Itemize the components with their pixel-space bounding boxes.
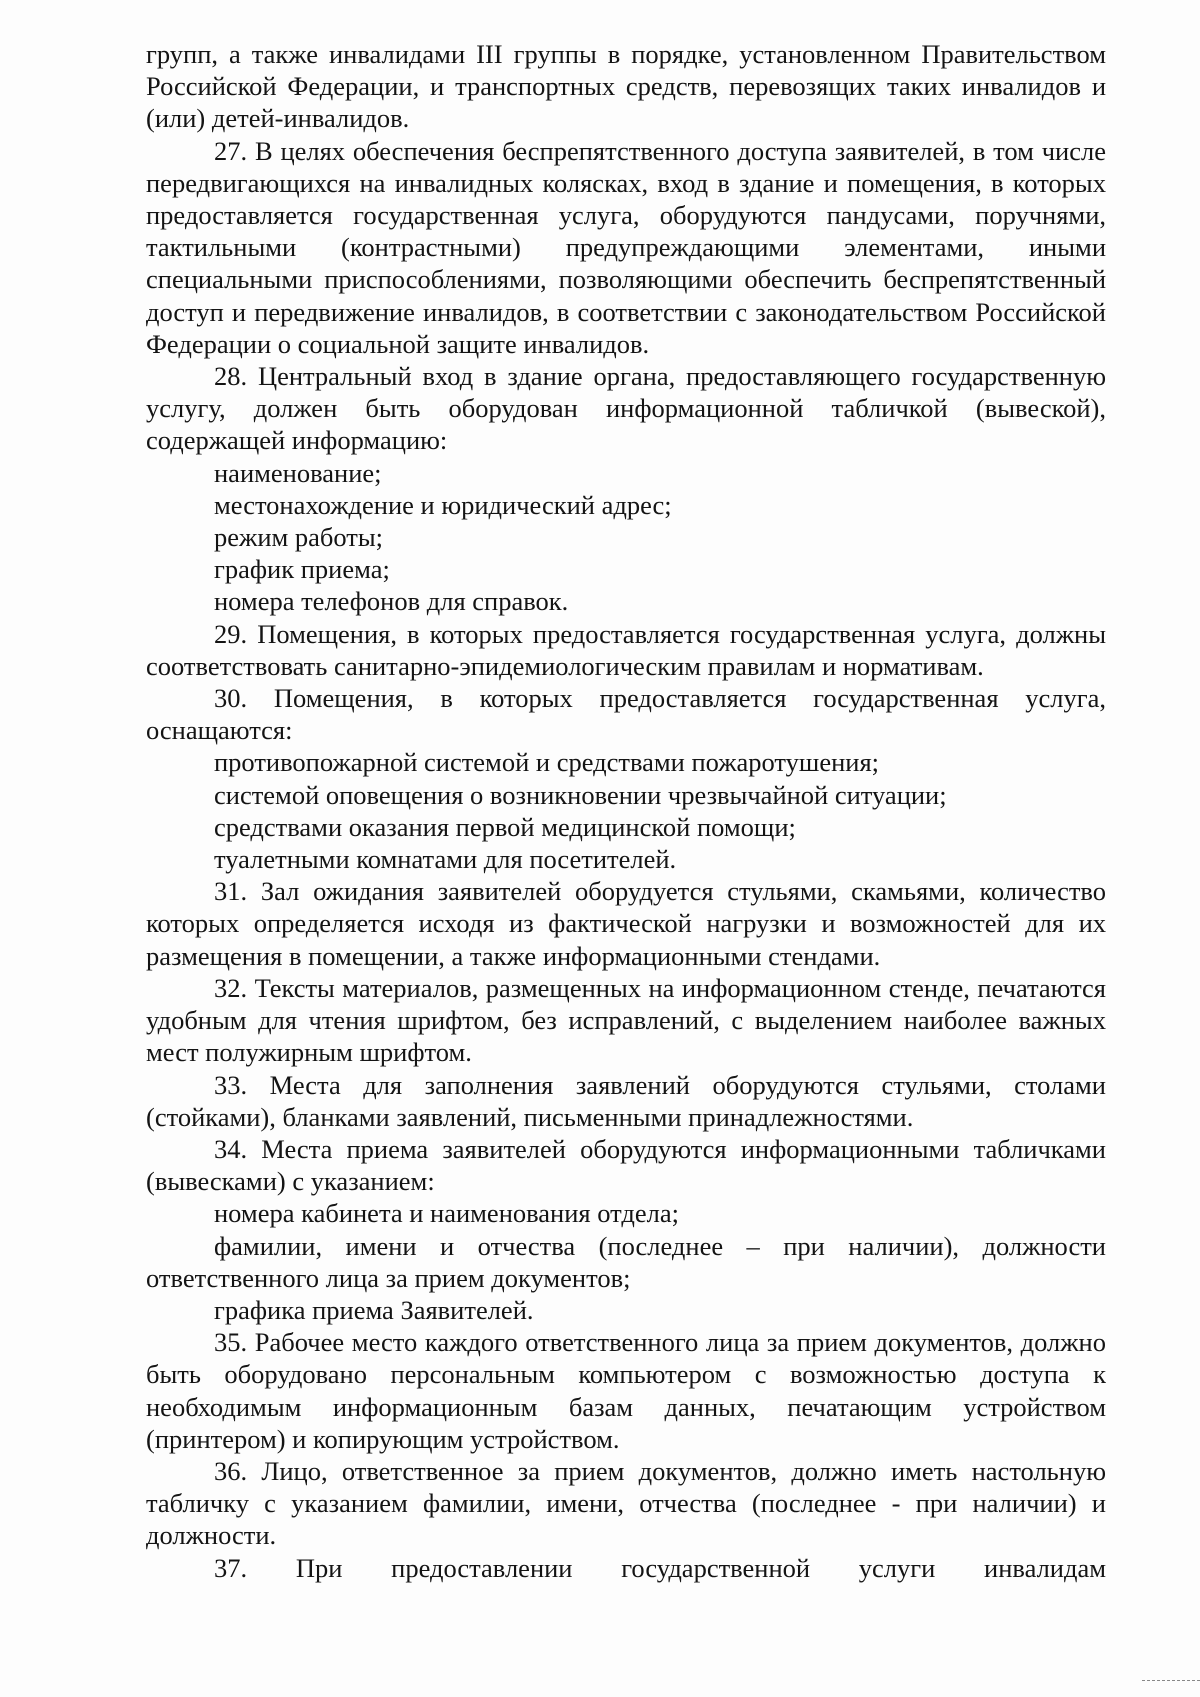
- paragraph-30: 30. Помещения, в которых предоставляется государственная услуга, оснащаются:: [146, 683, 1106, 746]
- list-item: противопожарной системой и средствами пожаротушения;: [214, 747, 879, 778]
- paragraph-27: 27. В целях обеспечения беспрепятственного доступа заявителей, в том числе передвигающихся на инвалидных колясках, вход в здание и помещения, в которых предоставляется государственная услуга, оборудуются пандусами, поручнями, тактильными (контрастными) предупреждающими элементами, иными специальными приспособлениями, позволяющими обеспечить беспрепятственный доступ и передвижение инвалидов, в соответствии с законодательством Российской Федерации о социальной защите инвалидов.: [146, 135, 1106, 359]
- document-body: [146, 38, 1106, 1584]
- list-item-wrapped: фамилии, имени и отчества (последнее – при наличии), должности ответственного лица за прием документов;: [146, 1230, 1106, 1293]
- paragraph-37: 37. При предоставлении государственной услуги инвалидам: [214, 1552, 1106, 1583]
- list-item: средствами оказания первой медицинской помощи;: [214, 811, 796, 842]
- paragraph-28: 28. Центральный вход в здание органа, предоставляющего государственную услугу, должен быть оборудован информационной табличкой (вывеской), содержащей информацию:: [146, 361, 1106, 456]
- list-item: режим работы;: [214, 522, 384, 553]
- list-item: номера телефонов для справок.: [214, 586, 569, 617]
- scan-edge-mark: [1142, 1680, 1200, 1683]
- paragraph-36: 36. Лицо, ответственное за прием документов, должно иметь настольную табличку с указанием фамилии, имени, отчества (последнее - при наличии) и должности.: [146, 1455, 1106, 1551]
- list-item: наименование;: [214, 457, 382, 488]
- paragraph-32: 32. Тексты материалов, размещенных на информационном стенде, печатаются удобным для чтения шрифтом, без исправлений, с выделением наиболее важных мест полужирным шрифтом.: [146, 972, 1106, 1068]
- list-item: номера кабинета и наименования отдела;: [214, 1198, 679, 1229]
- paragraph-29: 29. Помещения, в которых предоставляется государственная услуга, должны соответствовать санитарно-эпидемиологическим правилам и нормативам.: [146, 618, 1106, 681]
- paragraph-35: 35. Рабочее место каждого ответственного лица за прием документов, должно быть оборудовано персональным компьютером с возможностью доступа к необходимым информационным базам данных, печатающим устройством (принтером) и копирующим устройством.: [146, 1327, 1106, 1454]
- paragraph-34: 34. Места приема заявителей оборудуются информационными табличками (вывесками) с указанием:: [146, 1133, 1106, 1197]
- list-item: туалетными комнатами для посетителей.: [214, 844, 677, 875]
- paragraph-continuation: групп, а также инвалидами III группы в порядке, установленном Правительством Российской Федерации, и транспортных средств, перевозящих таких инвалидов и (или) детей-инвалидов.: [146, 39, 1106, 134]
- paragraph-31: 31. Зал ожидания заявителей оборудуется стульями, скамьями, количество которых определяется исходя из фактической нагрузки и возможностей для их размещения в помещении, а также информационными стендами.: [146, 876, 1106, 971]
- list-item: системой оповещения о возникновении чрезвычайной ситуации;: [214, 779, 947, 810]
- list-item: графика приема Заявителей.: [214, 1294, 534, 1325]
- list-item: график приема;: [214, 554, 390, 585]
- paragraph-33: 33. Места для заполнения заявлений оборудуются стульями, столами (стойками), бланками заявлений, письменными принадлежностями.: [146, 1069, 1106, 1132]
- list-item: местонахождение и юридический адрес;: [214, 489, 672, 520]
